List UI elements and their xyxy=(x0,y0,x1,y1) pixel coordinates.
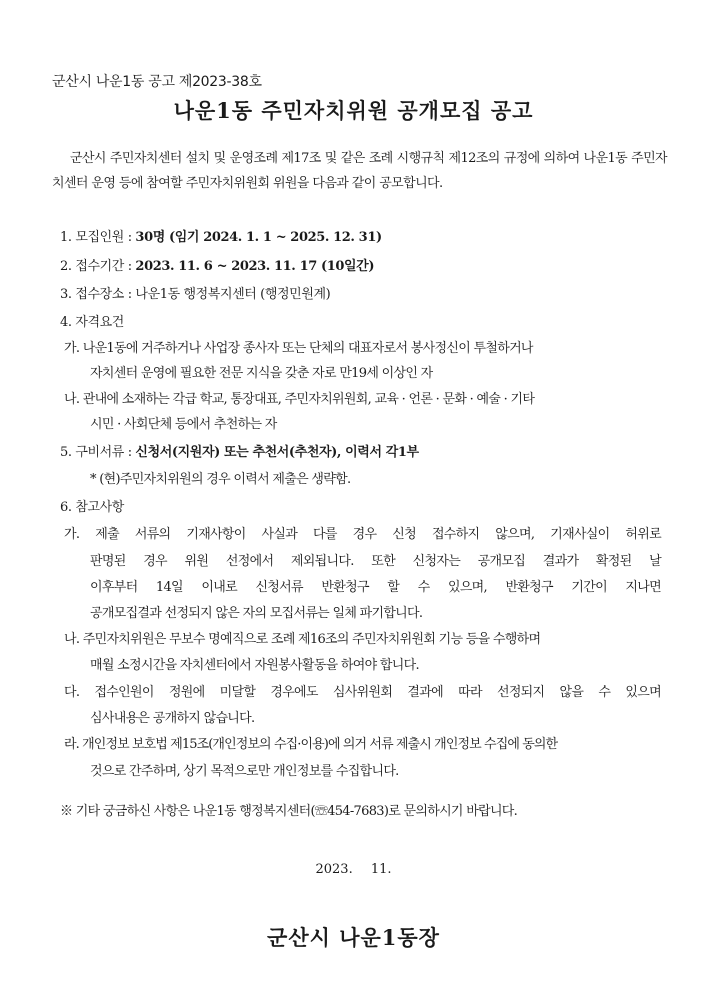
reference-ga-line-4: 공개모집결과 선정되지 않은 자의 모집서류는 일체 파기합니다. xyxy=(90,606,423,621)
reference-ga-line-2: 판명된 경우 위원 선정에서 제외됩니다. 또한 신청자는 공개모집 결과가 확정된 날 xyxy=(90,554,661,569)
item-period-label: 2. 접수기간 : xyxy=(60,259,136,274)
contact-note: ※ 기타 궁금하신 사항은 나운1동 행정복지센터(☏454-7683)로 문의하시기 바랍니다. xyxy=(60,804,518,819)
qualification-ga-line-2: 자치센터 운영에 필요한 전문 지식을 갖춘 자로 만19세 이상인 자 xyxy=(90,366,433,381)
page-title: 나운1동 주민자치위원 공개모집 공고 xyxy=(173,98,534,123)
item-documents-value: 신청서(지원자) 또는 추천서(추천자), 이력서 각1부 xyxy=(135,445,419,460)
qualification-na-line-1: 나. 관내에 소재하는 각급 학교, 통장대표, 주민자치위원회, 교육 · 언론 · 문화 · 예술 · 기타 xyxy=(64,392,535,407)
item-period xyxy=(60,255,374,274)
item-recruit-label: 1. 모집인원 : xyxy=(60,230,136,245)
reference-ra-line-1: 라. 개인정보 보호법 제15조(개인정보의 수집·이용)에 의거 서류 제출시 개인정보 수집에 동의한 xyxy=(64,737,558,752)
item-documents-label: 5. 구비서류 : xyxy=(60,445,136,460)
reference-ga-line-3: 이후부터 14일 이내로 신청서류 반환청구 할 수 있으며, 반환청구 기간이 지나면 xyxy=(90,580,661,595)
intro-text: 군산시 주민자치센터 설치 및 운영조례 제17조 및 같은 조례 시행규칙 제12조의 규정에 의하여 나운1동 주민자치센터 운영 등에 참여할 주민자치위원회 위원을 다음과 같이 공모합니다. xyxy=(52,151,667,191)
reference-ra-line-2: 것으로 간주하며, 상기 목적으로만 개인정보를 수집합니다. xyxy=(90,764,399,779)
item-recruit xyxy=(60,226,382,245)
item-documents-note: * (현)주민자치위원의 경우 이력서 제출은 생략함. xyxy=(90,472,351,487)
qualification-ga-line-1: 가. 나운1동에 거주하거나 사업장 종사자 또는 단체의 대표자로서 봉사정신이 투철하거나 xyxy=(64,341,533,356)
item-documents xyxy=(60,441,419,460)
qualification-na-line-2: 시민 · 사회단체 등에서 추천하는 자 xyxy=(90,417,277,432)
reference-ga-line-1: 가. 제출 서류의 기재사항이 사실과 다를 경우 신청 접수하지 않으며, 기재사실이 허위로 xyxy=(64,527,661,542)
reference-da-line-1: 다. 접수인원이 정원에 미달할 경우에도 심사위원회 결과에 따라 선정되지 않을 수 있으며 xyxy=(64,685,661,700)
item-period-value: 2023. 11. 6 ~ 2023. 11. 17 (10일간) xyxy=(135,259,375,274)
intro-paragraph xyxy=(52,146,667,196)
issuer-signature: 군산시 나운1동장 xyxy=(267,925,440,950)
notice-date: 2023. 11. xyxy=(315,862,392,877)
item-qualification-heading: 4. 자격요건 xyxy=(60,315,124,330)
reference-na-line-1: 나. 주민자치위원은 무보수 명예직으로 조례 제16조의 주민자치위원회 기능 등을 수행하며 xyxy=(64,632,541,647)
item-recruit-value: 30명 (임기 2024. 1. 1 ~ 2025. 12. 31) xyxy=(135,230,382,245)
item-reference-heading: 6. 참고사항 xyxy=(60,500,124,515)
reference-da-line-2: 심사내용은 공개하지 않습니다. xyxy=(90,711,255,726)
notice-number: 군산시 나운1동 공고 제2023-38호 xyxy=(52,74,262,90)
item-place: 3. 접수장소 : 나운1동 행정복지센터 (행정민원계) xyxy=(60,287,331,302)
reference-na-line-2: 매월 소정시간을 자치센터에서 자원봉사활동을 하여야 합니다. xyxy=(90,658,419,673)
